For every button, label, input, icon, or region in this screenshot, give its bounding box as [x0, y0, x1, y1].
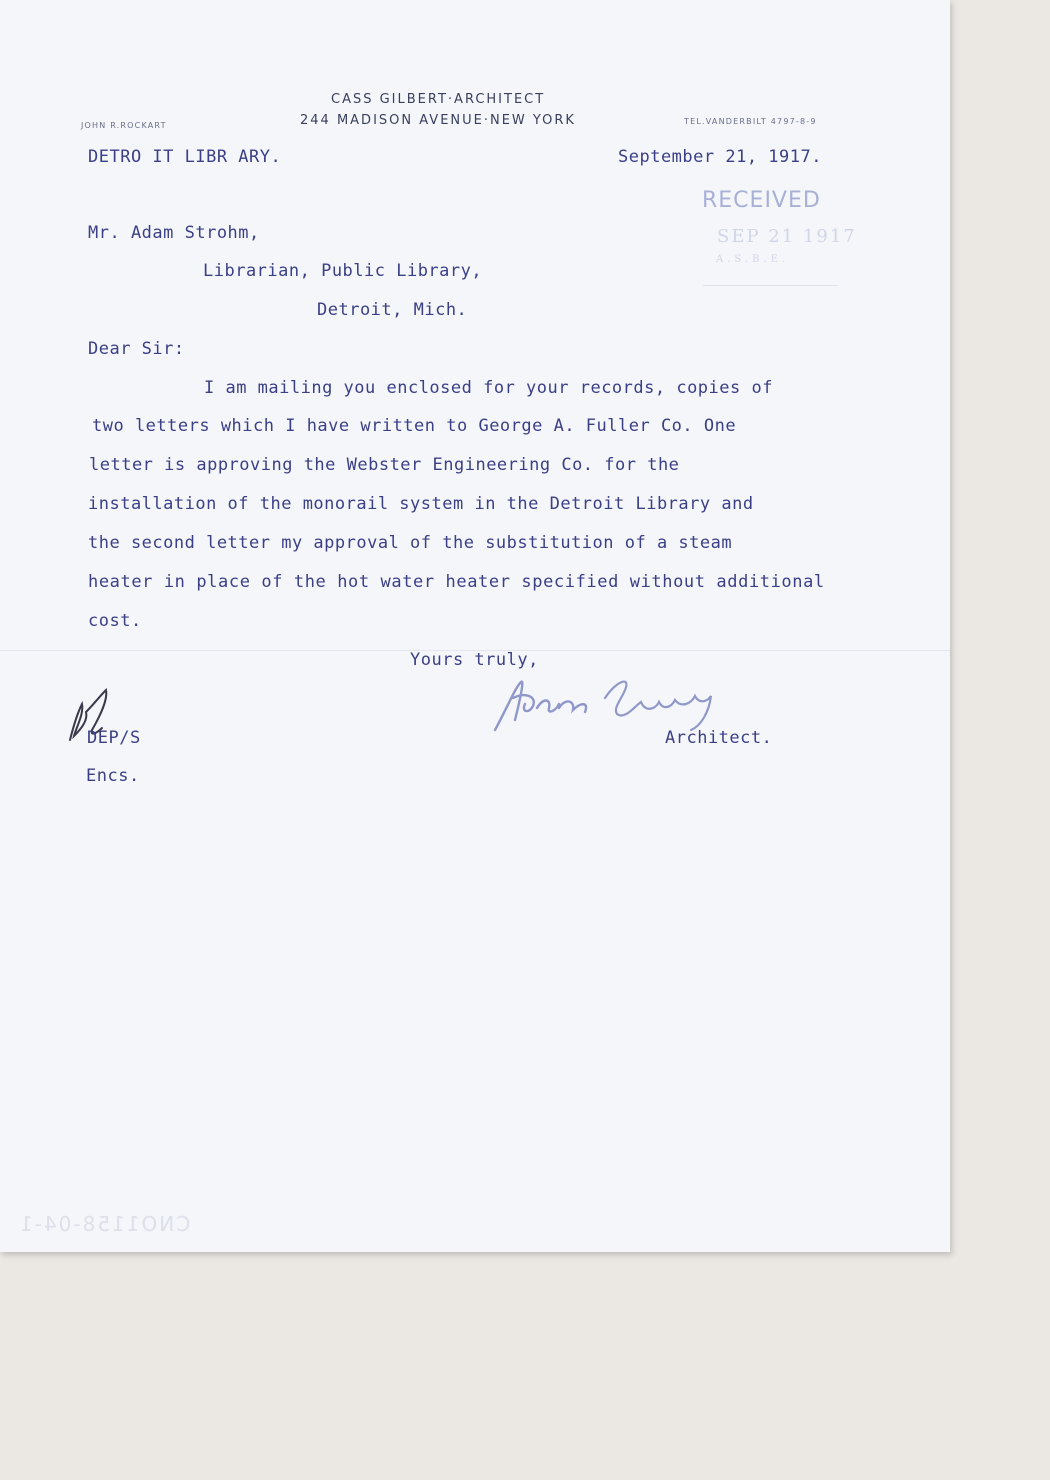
enclosures: Encs. — [86, 766, 140, 786]
received-stamp-date: SEP 21 1917 — [717, 226, 857, 247]
salutation: Dear Sir: — [88, 339, 185, 359]
body-line: two letters which I have written to George A. Fuller Co. One — [92, 416, 737, 436]
letterhead-firm: CASS GILBERT·ARCHITECT — [331, 92, 546, 107]
file-reference: DETRO IT LIBR ARY. — [88, 147, 282, 167]
letterhead-telephone: TEL.VANDERBILT 4797-8-9 — [684, 117, 817, 126]
closing: Yours truly, — [410, 650, 539, 670]
body-line: the second letter my approval of the substitution of a steam — [88, 533, 733, 553]
body-line: installation of the monorail system in the Detroit Library and — [88, 494, 754, 514]
received-stamp-label: RECEIVED — [702, 188, 821, 213]
addressee-city: Detroit, Mich. — [317, 300, 468, 320]
body-line: letter is approving the Webster Engineering Co. for the — [89, 455, 680, 475]
addressee-title: Librarian, Public Library, — [203, 261, 483, 281]
signature-title: Architect. — [665, 728, 773, 748]
received-stamp-rule — [703, 285, 838, 286]
body-line: I am mailing you enclosed for your records, copies of — [204, 378, 773, 398]
letterhead-address: 244 MADISON AVENUE·NEW YORK — [300, 113, 576, 128]
typist-initials: DEP/S — [87, 728, 141, 748]
addressee-name: Mr. Adam Strohm, — [88, 223, 260, 243]
received-stamp-sub: A.S.B.E. — [716, 254, 790, 265]
letterhead-left-name: JOHN R.ROCKART — [81, 121, 167, 130]
letter-date: September 21, 1917. — [618, 147, 822, 167]
body-line: heater in place of the hot water heater specified without additional — [88, 572, 825, 592]
body-line: cost. — [88, 611, 142, 631]
edge-mark: CNO1158-04-1 — [18, 1212, 191, 1236]
